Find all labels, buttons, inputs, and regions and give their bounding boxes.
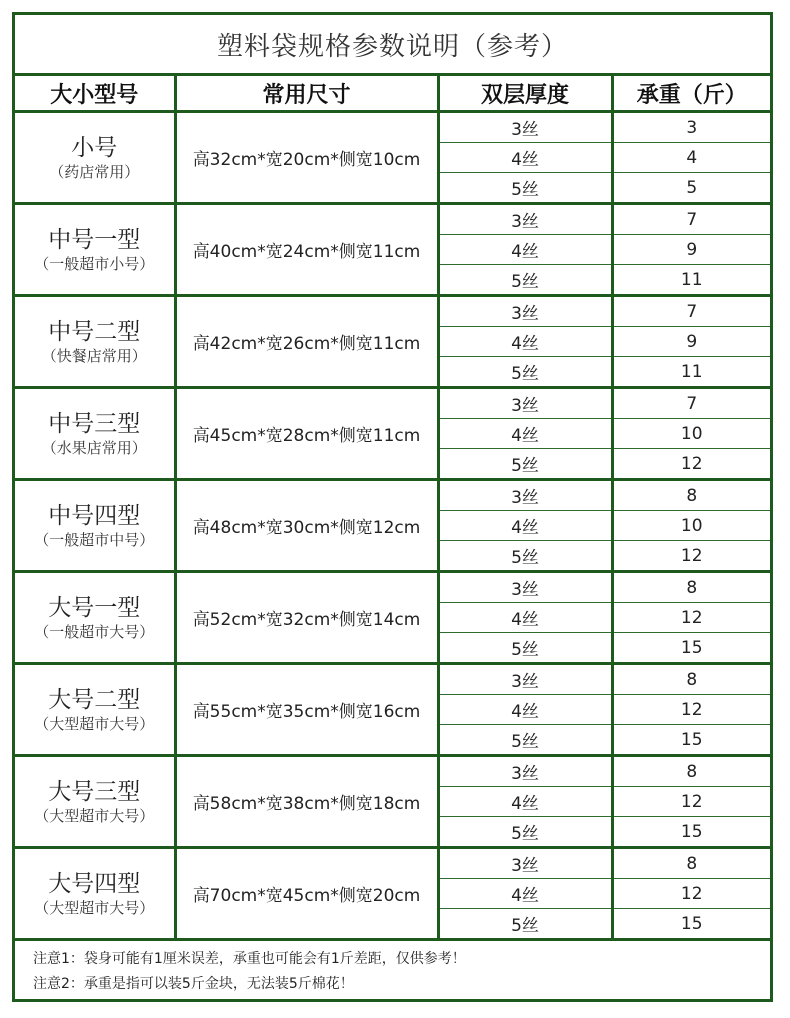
table-row: [15, 204, 770, 235]
size-cell: [15, 480, 175, 572]
dimensions-cell: 高48cm*宽30cm*侧宽12cm: [175, 480, 438, 572]
size-cell: [15, 296, 175, 388]
thickness-cell: 4丝: [438, 511, 612, 541]
load-cell: 11: [612, 265, 770, 296]
thickness-cell: 3丝: [438, 756, 612, 787]
load-cell: 12: [612, 603, 770, 633]
thickness-cell: 4丝: [438, 327, 612, 357]
size-usage: （大型超市大号）: [34, 898, 155, 917]
thickness-cell: 4丝: [438, 235, 612, 265]
load-cell: 5: [612, 173, 770, 204]
load-cell: 15: [612, 725, 770, 756]
size-name: 小号: [71, 134, 118, 161]
size-cell: [15, 204, 175, 296]
size-cell: [15, 664, 175, 756]
spec-table: [15, 76, 770, 941]
thickness-cell: 5丝: [438, 449, 612, 480]
thickness-cell: 5丝: [438, 265, 612, 296]
thickness-cell: 5丝: [438, 633, 612, 664]
size-usage: （大型超市大号）: [34, 714, 155, 733]
load-cell: 8: [612, 848, 770, 879]
size-cell: [15, 112, 175, 204]
note-2: 注意2：承重是指可以装5斤金块，无法装5斤棉花！: [33, 976, 354, 992]
thickness-cell: 4丝: [438, 879, 612, 909]
load-cell: 12: [612, 787, 770, 817]
load-cell: 12: [612, 695, 770, 725]
page-title: 塑料袋规格参数说明（参考）: [15, 15, 770, 76]
notes: [15, 937, 770, 999]
load-cell: 12: [612, 879, 770, 909]
size-name: 大号三型: [48, 778, 141, 805]
table-row: [15, 112, 770, 143]
load-cell: 11: [612, 357, 770, 388]
dimensions-cell: 高32cm*宽20cm*侧宽10cm: [175, 112, 438, 204]
thickness-cell: 3丝: [438, 204, 612, 235]
header-size: 大小型号: [15, 76, 175, 112]
table-row: [15, 296, 770, 327]
load-cell: 8: [612, 664, 770, 695]
size-name: 大号四型: [48, 870, 141, 897]
size-name: 中号一型: [48, 226, 141, 253]
load-cell: 7: [612, 204, 770, 235]
thickness-cell: 4丝: [438, 143, 612, 173]
table-row: [15, 480, 770, 511]
size-usage: （大型超市大号）: [34, 806, 155, 825]
size-usage: （一般超市小号）: [34, 254, 155, 273]
load-cell: 10: [612, 511, 770, 541]
load-cell: 9: [612, 327, 770, 357]
load-cell: 15: [612, 817, 770, 848]
dimensions-cell: 高55cm*宽35cm*侧宽16cm: [175, 664, 438, 756]
size-cell: [15, 848, 175, 940]
load-cell: 15: [612, 633, 770, 664]
thickness-cell: 4丝: [438, 695, 612, 725]
note-1: 注意1：袋身可能有1厘米误差，承重也可能会有1斤差距，仅供参考！: [33, 951, 466, 967]
size-cell: [15, 756, 175, 848]
size-usage: （一般超市大号）: [34, 622, 155, 641]
thickness-cell: 5丝: [438, 357, 612, 388]
dimensions-cell: 高52cm*宽32cm*侧宽14cm: [175, 572, 438, 664]
load-cell: 8: [612, 756, 770, 787]
size-usage: （快餐店常用）: [41, 346, 147, 365]
load-cell: 8: [612, 480, 770, 511]
load-cell: 4: [612, 143, 770, 173]
header-dimensions: 常用尺寸: [175, 76, 438, 112]
thickness-cell: 4丝: [438, 787, 612, 817]
spec-table-body: [15, 112, 770, 940]
dimensions-cell: 高70cm*宽45cm*侧宽20cm: [175, 848, 438, 940]
thickness-cell: 5丝: [438, 173, 612, 204]
load-cell: 3: [612, 112, 770, 143]
table-row: [15, 572, 770, 603]
thickness-cell: 3丝: [438, 572, 612, 603]
load-cell: 7: [612, 388, 770, 419]
size-name: 中号四型: [48, 502, 141, 529]
size-usage: （药店常用）: [49, 162, 140, 181]
size-name: 中号三型: [48, 410, 141, 437]
header-row: [15, 76, 770, 112]
load-cell: 8: [612, 572, 770, 603]
header-load: 承重（斤）: [612, 76, 770, 112]
table-row: [15, 388, 770, 419]
load-cell: 7: [612, 296, 770, 327]
size-cell: [15, 572, 175, 664]
size-name: 中号二型: [48, 318, 141, 345]
thickness-cell: 4丝: [438, 603, 612, 633]
table-row: [15, 848, 770, 879]
thickness-cell: 3丝: [438, 664, 612, 695]
thickness-cell: 3丝: [438, 388, 612, 419]
size-name: 大号二型: [48, 686, 141, 713]
thickness-cell: 3丝: [438, 480, 612, 511]
dimensions-cell: 高58cm*宽38cm*侧宽18cm: [175, 756, 438, 848]
load-cell: 12: [612, 541, 770, 572]
thickness-cell: 4丝: [438, 419, 612, 449]
thickness-cell: 5丝: [438, 541, 612, 572]
size-name: 大号一型: [48, 594, 141, 621]
thickness-cell: 5丝: [438, 725, 612, 756]
table-row: [15, 664, 770, 695]
size-usage: （一般超市中号）: [34, 530, 155, 549]
dimensions-cell: 高42cm*宽26cm*侧宽11cm: [175, 296, 438, 388]
dimensions-cell: 高45cm*宽28cm*侧宽11cm: [175, 388, 438, 480]
load-cell: 9: [612, 235, 770, 265]
thickness-cell: 3丝: [438, 848, 612, 879]
load-cell: 10: [612, 419, 770, 449]
thickness-cell: 3丝: [438, 112, 612, 143]
thickness-cell: 3丝: [438, 296, 612, 327]
size-usage: （水果店常用）: [41, 438, 147, 457]
dimensions-cell: 高40cm*宽24cm*侧宽11cm: [175, 204, 438, 296]
table-row: [15, 756, 770, 787]
size-cell: [15, 388, 175, 480]
thickness-cell: 5丝: [438, 909, 612, 940]
spec-sheet: [12, 12, 773, 1002]
thickness-cell: 5丝: [438, 817, 612, 848]
load-cell: 15: [612, 909, 770, 940]
header-thickness: 双层厚度: [438, 76, 612, 112]
load-cell: 12: [612, 449, 770, 480]
